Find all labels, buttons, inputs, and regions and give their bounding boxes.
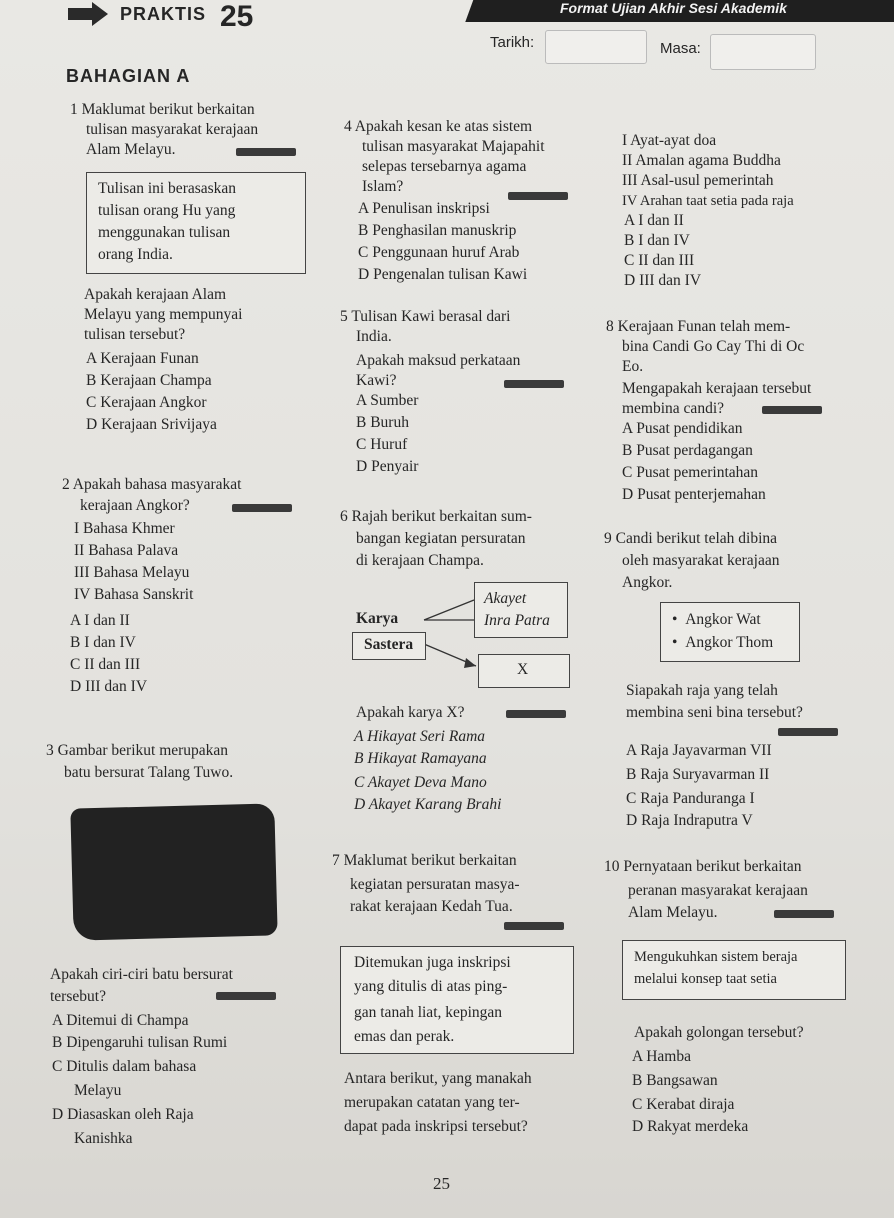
q7-box-line: emas dan perak. xyxy=(354,1028,455,1045)
q4-line: tulisan masyarakat Majapahit xyxy=(362,138,545,155)
masa-label: Masa: xyxy=(660,40,701,57)
q3-line: batu bersurat Talang Tuwo. xyxy=(64,764,234,781)
q6-x-label: X xyxy=(517,661,529,678)
q3-prompt: tersebut? xyxy=(50,988,106,1005)
skill-badge xyxy=(774,910,834,918)
q10-option-d[interactable]: D Rakyat merdeka xyxy=(632,1118,749,1135)
q1-line: Alam Melayu. xyxy=(86,141,176,158)
q9-bullet: • Angkor Thom xyxy=(672,634,774,651)
praktis-number: 25 xyxy=(220,0,254,33)
q7-option-d[interactable]: D III dan IV xyxy=(624,272,702,289)
q5-option-a[interactable]: A Sumber xyxy=(356,392,419,409)
q2-option-b[interactable]: B I dan IV xyxy=(70,634,136,651)
q4-line: Islam? xyxy=(362,178,404,195)
q10-line: peranan masyarakat kerajaan xyxy=(628,882,808,899)
q1-box-line: orang India. xyxy=(98,246,173,263)
q7-item: I Ayat-ayat doa xyxy=(622,132,717,149)
q3-option-d[interactable]: D Diasaskan oleh Raja xyxy=(52,1106,194,1123)
q8-prompt: Mengapakah kerajaan tersebut xyxy=(622,380,812,397)
q9-prompt: membina seni bina tersebut? xyxy=(626,704,803,721)
skill-badge xyxy=(508,192,568,200)
q1-option-c[interactable]: C Kerajaan Angkor xyxy=(86,394,207,411)
q6-option-c[interactable]: C Akayet Deva Mano xyxy=(354,774,487,791)
q7-line: kegiatan persuratan masya- xyxy=(350,876,520,893)
q10-option-b[interactable]: B Bangsawan xyxy=(632,1072,718,1089)
q9-bullet: • Angkor Wat xyxy=(672,611,761,628)
q1-prompt: tulisan tersebut? xyxy=(84,326,186,343)
q10-prompt: Apakah golongan tersebut? xyxy=(634,1024,804,1041)
q2-item: III Bahasa Melayu xyxy=(74,564,190,581)
q5-option-b[interactable]: B Buruh xyxy=(356,414,409,431)
q7-box-line: yang ditulis di atas ping- xyxy=(354,978,508,995)
q2-item: II Bahasa Palava xyxy=(74,542,179,559)
q5-line: Kawi? xyxy=(356,372,397,389)
q3-option-c-cont: Melayu xyxy=(74,1082,122,1099)
q3-prompt: Apakah ciri-ciri batu bersurat xyxy=(50,966,233,983)
q2-item: I Bahasa Khmer xyxy=(74,520,175,537)
q5-line: India. xyxy=(356,328,392,345)
q1-option-b[interactable]: B Kerajaan Champa xyxy=(86,372,212,389)
q1-option-d[interactable]: D Kerajaan Srivijaya xyxy=(86,416,217,433)
q4-option-a[interactable]: A Penulisan inskripsi xyxy=(358,200,490,217)
q3-option-a[interactable]: A Ditemui di Champa xyxy=(52,1012,189,1029)
q3-line: 3 Gambar berikut merupakan xyxy=(46,742,229,759)
q7-item: III Asal-usul pemerintah xyxy=(622,172,774,189)
tarikh-label: Tarikh: xyxy=(490,34,535,51)
q4-option-c[interactable]: C Penggunaan huruf Arab xyxy=(358,244,520,261)
q7-line: 7 Maklumat berikut berkaitan xyxy=(332,852,517,869)
q7-option-a[interactable]: A I dan II xyxy=(624,212,684,229)
q7-box-line: gan tanah liat, kepingan xyxy=(354,1004,503,1021)
q4-line: selepas tersebarnya agama xyxy=(362,158,527,175)
skill-badge xyxy=(762,406,822,414)
q3-option-c[interactable]: C Ditulis dalam bahasa xyxy=(52,1058,197,1075)
q9-option-d[interactable]: D Raja Indraputra V xyxy=(626,812,753,829)
q6-karya-label: Karya xyxy=(356,610,399,627)
skill-badge xyxy=(506,710,566,718)
page-number: 25 xyxy=(433,1174,450,1193)
skill-badge xyxy=(236,148,296,156)
q1-option-a[interactable]: A Kerajaan Funan xyxy=(86,350,199,367)
q10-line: Alam Melayu. xyxy=(628,904,718,921)
q3-option-b[interactable]: B Dipengaruhi tulisan Rumi xyxy=(52,1034,228,1051)
q6-prompt: Apakah karya X? xyxy=(356,704,465,721)
q4-line: 4 Apakah kesan ke atas sistem xyxy=(344,118,533,135)
q10-box-line: melalui konsep taat setia xyxy=(634,971,777,987)
q10-option-c[interactable]: C Kerabat diraja xyxy=(632,1096,735,1113)
inscription-stone-photo xyxy=(70,803,277,940)
q7-item: IV Arahan taat setia pada raja xyxy=(622,193,794,209)
q4-option-b[interactable]: B Penghasilan manuskrip xyxy=(358,222,517,239)
q8-line: Eo. xyxy=(622,358,644,375)
q8-line: bina Candi Go Cay Thi di Oc xyxy=(622,338,805,355)
q9-option-c[interactable]: C Raja Panduranga I xyxy=(626,790,755,807)
q8-option-d[interactable]: D Pusat penterjemahan xyxy=(622,486,766,503)
q7-item: II Amalan agama Buddha xyxy=(622,152,781,169)
q10-line: 10 Pernyataan berikut berkaitan xyxy=(604,858,802,875)
q1-prompt: Apakah kerajaan Alam xyxy=(84,286,227,303)
skill-badge xyxy=(504,380,564,388)
q9-bullet-text: Angkor Wat xyxy=(685,611,761,628)
q6-option-a[interactable]: A Hikayat Seri Rama xyxy=(354,728,486,745)
q5-line: Apakah maksud perkataan xyxy=(356,352,521,369)
section-title: BAHAGIAN A xyxy=(66,66,191,86)
q1-box-line: tulisan orang Hu yang xyxy=(98,202,236,219)
q6-inra-patra-label: Inra Patra xyxy=(484,612,550,629)
q7-option-c[interactable]: C II dan III xyxy=(624,252,695,269)
q2-option-c[interactable]: C II dan III xyxy=(70,656,141,673)
q4-option-d[interactable]: D Pengenalan tulisan Kawi xyxy=(358,266,528,283)
q6-line: 6 Rajah berikut berkaitan sum- xyxy=(340,508,532,525)
q2-item: IV Bahasa Sanskrit xyxy=(74,586,194,603)
q7-line: rakat kerajaan Kedah Tua. xyxy=(350,898,513,915)
q2-line: kerajaan Angkor? xyxy=(80,497,190,514)
arrow-icon xyxy=(68,2,108,26)
skill-badge xyxy=(216,992,276,1000)
q10-option-a[interactable]: A Hamba xyxy=(632,1048,691,1065)
masa-field[interactable] xyxy=(710,34,816,70)
q9-line: oleh masyarakat kerajaan xyxy=(622,552,780,569)
q8-option-a[interactable]: A Pusat pendidikan xyxy=(622,420,743,437)
q1-line: tulisan masyarakat kerajaan xyxy=(86,121,259,138)
skill-badge xyxy=(232,504,292,512)
q7-prompt: dapat pada inskripsi tersebut? xyxy=(344,1118,528,1135)
q8-option-b[interactable]: B Pusat perdagangan xyxy=(622,442,753,459)
q7-prompt: Antara berikut, yang manakah xyxy=(344,1070,532,1087)
skill-badge xyxy=(504,922,564,930)
q9-option-a[interactable]: A Raja Jayavarman VII xyxy=(626,742,772,759)
q9-line: 9 Candi berikut telah dibina xyxy=(604,530,778,547)
q5-option-d[interactable]: D Penyair xyxy=(356,458,419,475)
praktis-label: PRAKTIS xyxy=(120,4,207,24)
q7-option-b[interactable]: B I dan IV xyxy=(624,232,690,249)
q9-line: Angkor. xyxy=(622,574,673,591)
tarikh-field[interactable] xyxy=(545,30,647,64)
q8-option-c[interactable]: C Pusat pemerintahan xyxy=(622,464,759,481)
q7-prompt: merupakan catatan yang ter- xyxy=(344,1094,520,1111)
q9-bullet-text: Angkor Thom xyxy=(685,634,774,651)
q2-option-a[interactable]: A I dan II xyxy=(70,612,130,629)
q6-line: bangan kegiatan persuratan xyxy=(356,530,526,547)
q1-line: 1 Maklumat berikut berkaitan xyxy=(70,101,255,118)
q2-option-d[interactable]: D III dan IV xyxy=(70,678,148,695)
q7-box-line: Ditemukan juga inskripsi xyxy=(354,954,511,971)
q6-option-b[interactable]: B Hikayat Ramayana xyxy=(354,750,487,767)
q8-line: 8 Kerajaan Funan telah mem- xyxy=(606,318,791,335)
q9-option-b[interactable]: B Raja Suryavarman II xyxy=(626,766,770,783)
q2-line: 2 Apakah bahasa masyarakat xyxy=(62,476,242,493)
q6-line: di kerajaan Champa. xyxy=(356,552,484,569)
q6-option-d[interactable]: D Akayet Karang Brahi xyxy=(354,796,502,813)
q6-sastera-label: Sastera xyxy=(364,636,414,653)
q8-prompt: membina candi? xyxy=(622,400,724,417)
q6-akayet-label: Akayet xyxy=(484,590,527,607)
q5-line: 5 Tulisan Kawi berasal dari xyxy=(340,308,511,325)
skill-badge xyxy=(778,728,838,736)
format-banner-text: Format Ujian Akhir Sesi Akademik xyxy=(560,0,787,16)
q9-prompt: Siapakah raja yang telah xyxy=(626,682,778,699)
q10-box-line: Mengukuhkan sistem beraja xyxy=(634,949,798,965)
q5-option-c[interactable]: C Huruf xyxy=(356,436,408,453)
q3-option-d-cont: Kanishka xyxy=(74,1130,133,1147)
q1-box-line: Tulisan ini berasaskan xyxy=(98,180,237,197)
q1-box-line: menggunakan tulisan xyxy=(98,224,231,241)
q1-prompt: Melayu yang mempunyai xyxy=(84,306,243,323)
